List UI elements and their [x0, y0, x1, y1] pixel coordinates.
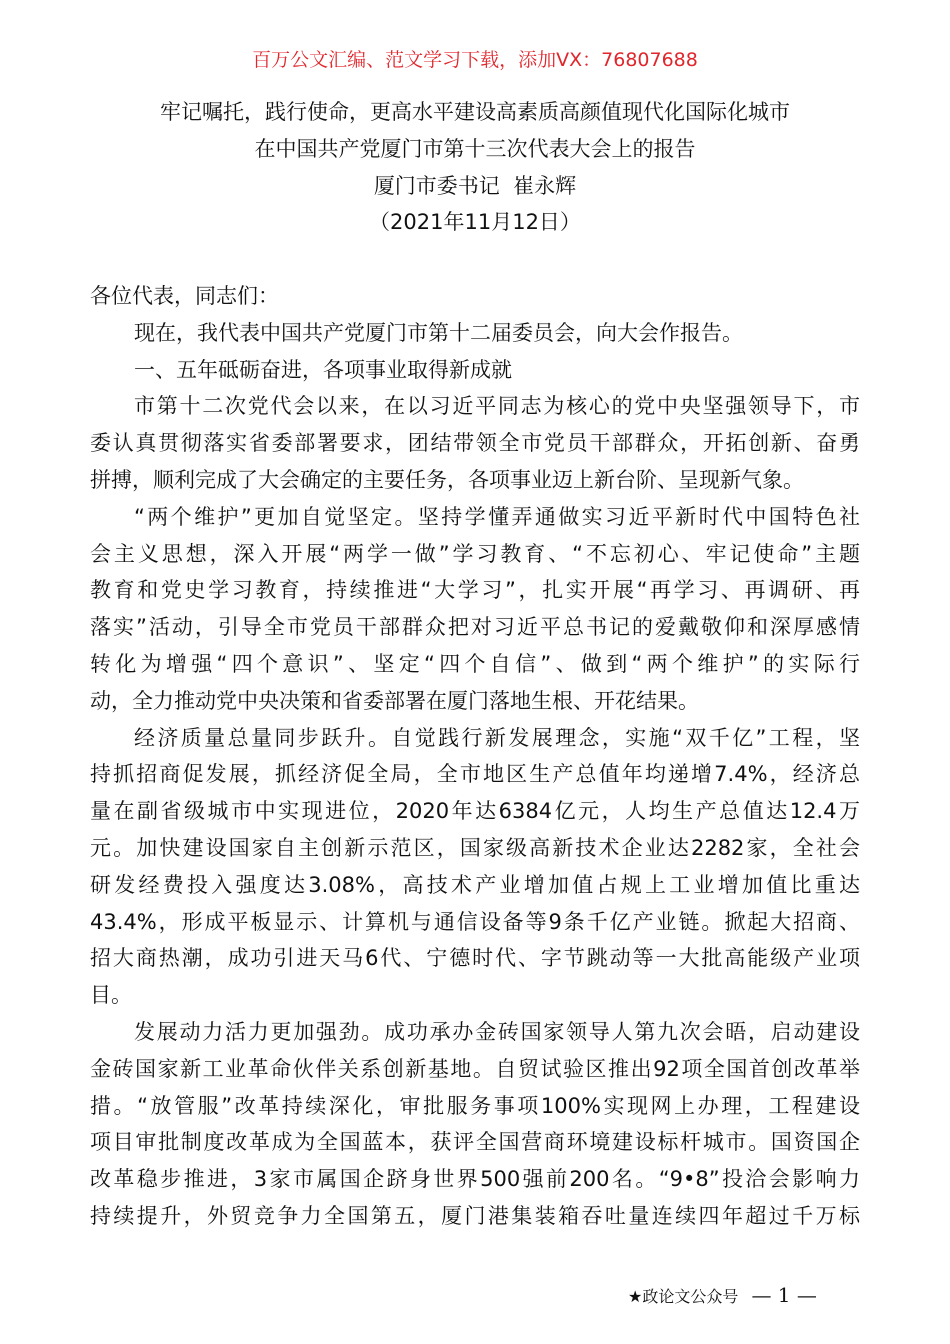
watermark-banner: 百万公文汇编、范文学习下载，添加VX：76807688	[252, 49, 698, 71]
paragraph-line: “两个维护”更加自觉坚定。坚持学懂弄通做实习近平新时代中国特色社	[134, 504, 860, 529]
document-header	[0, 94, 950, 241]
paragraph-line: 持续提升，外贸竞争力全国第五，厦门港集装箱吞吐量连续四年超过千万标	[90, 1203, 860, 1228]
paragraph-line: 招大商热潮，成功引进天马6代、宁德时代、字节跳动等一大批高能级产业项	[90, 946, 860, 971]
paragraph-line: 委认真贯彻落实省委部署要求，团结带领全市党员干部群众，开拓创新、奋勇	[90, 431, 860, 456]
paragraph	[90, 388, 860, 498]
paragraph-line: 转化为增强“四个意识”、坚定“四个自信”、做到“两个维护”的实际行	[90, 651, 860, 676]
document-subtitle: 在中国共产党厦门市第十三次代表大会上的报告	[254, 136, 696, 161]
paragraph	[90, 278, 860, 315]
paragraph-line: 经济质量总量同步跃升。自觉践行新发展理念，实施“双千亿”工程，坚	[134, 725, 860, 750]
paragraph-line: 持抓招商促发展，抓经济促全局，全市地区生产总值年均递增7.4%，经济总	[90, 762, 860, 787]
document-title: 牢记嘱托，践行使命，更高水平建设高素质高颜值现代化国际化城市	[160, 100, 790, 124]
page-footer	[628, 1282, 817, 1310]
paragraph-line: 会主义思想，深入开展“两学一做”学习教育、“不忘初心、牢记使命”主题	[90, 541, 860, 566]
paragraph-line: 市第十二次党代会以来，在以习近平同志为核心的党中央坚强领导下，市	[134, 394, 860, 419]
paragraph-line: 一、五年砥砺奋进，各项事业取得新成就	[134, 357, 512, 382]
paragraph-line: 研发经费投入强度达3.08%，高技术产业增加值占规上工业增加值比重达	[90, 872, 860, 897]
paragraph-line: 项目审批制度改革成为全国蓝本，获评全国营商环境建设标杆城市。国资国企	[90, 1130, 860, 1155]
page-number: — 1 —	[751, 1283, 817, 1307]
document-date: （2021年11月12日）	[369, 210, 581, 235]
paragraph-line: 量在副省级城市中实现进位，2020年达6384亿元，人均生产总值达12.4万	[90, 799, 860, 824]
document-author: 厦门市委书记 崔永辉	[373, 173, 577, 198]
paragraph	[90, 499, 860, 720]
paragraph-line: 教育和党史学习教育，持续推进“大学习”，扎实开展“再学习、再调研、再	[90, 578, 860, 603]
paragraph-line: 动，全力推动党中央决策和省委部署在厦门落地生根、开花结果。	[90, 688, 699, 713]
paragraph	[90, 315, 860, 352]
paragraph-line: 各位代表，同志们：	[90, 284, 279, 308]
paragraph-line: 落实”活动，引导全市党员干部群众把对习近平总书记的爱戴敬仰和深厚感情	[90, 615, 860, 640]
paragraph	[90, 1014, 860, 1235]
paragraph-line: 目。	[90, 983, 132, 1008]
paragraph-line: 金砖国家新工业革命伙伴关系创新基地。自贸试验区推出92项全国首创改革举	[90, 1056, 860, 1081]
paragraph-line: 拼搏，顺利完成了大会确定的主要任务，各项事业迈上新台阶、呈现新气象。	[90, 467, 804, 492]
paragraph-line: 发展动力活力更加强劲。成功承办金砖国家领导人第九次会晤，启动建设	[134, 1019, 860, 1044]
footer-source: ★政论文公众号	[628, 1287, 739, 1306]
paragraph-line: 措。“放管服”改革持续深化，审批服务事项100%实现网上办理，工程建设	[90, 1093, 860, 1118]
paragraph	[90, 720, 860, 1014]
paragraph-line: 43.4%，形成平板显示、计算机与通信设备等9条千亿产业链。掀起大招商、	[90, 909, 860, 934]
paragraph-line: 元。加快建设国家自主创新示范区，国家级高新技术企业达2282家，全社会	[90, 835, 860, 860]
paragraph	[90, 352, 860, 389]
document-body	[90, 278, 860, 1235]
paragraph-line: 改革稳步推进，3家市属国企跻身世界500强前200名。“9•8”投洽会影响力	[90, 1167, 860, 1192]
paragraph-line: 现在，我代表中国共产党厦门市第十二届委员会，向大会作报告。	[134, 320, 743, 345]
